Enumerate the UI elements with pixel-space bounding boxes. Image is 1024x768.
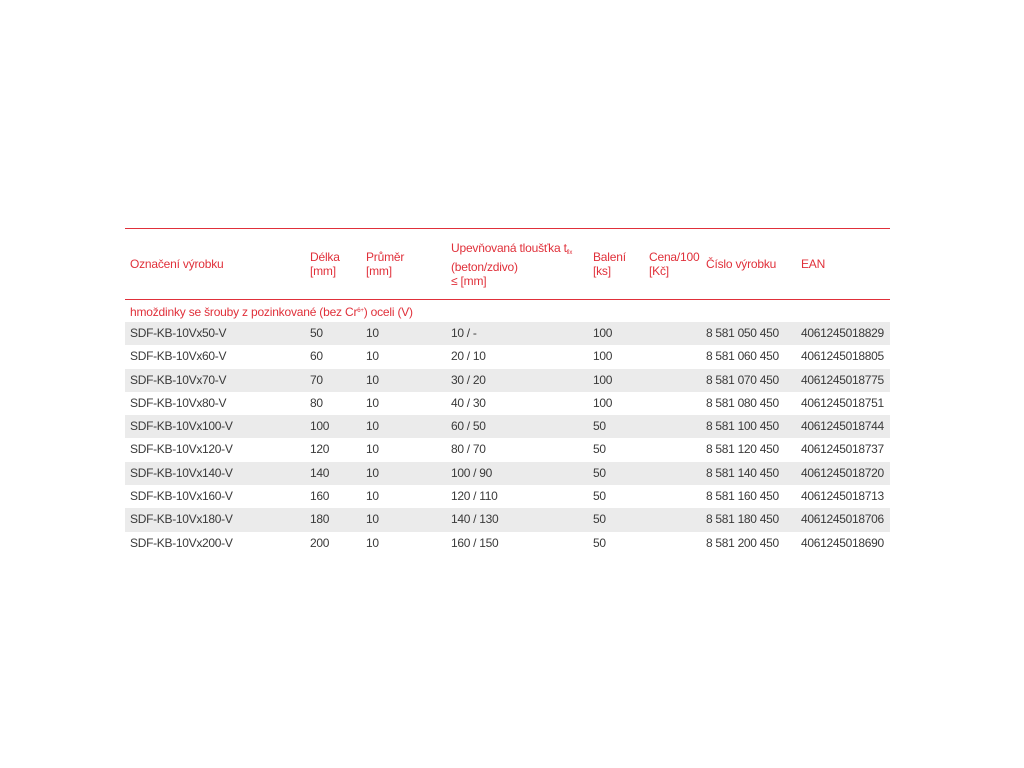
cell-thickness: 160 / 150 xyxy=(451,535,499,550)
cell-item-number: 8 581 070 450 xyxy=(706,372,779,387)
cell-item-number: 8 581 080 450 xyxy=(706,395,779,410)
cell-thickness: 140 / 130 xyxy=(451,512,499,527)
header-ean: EAN xyxy=(801,257,826,271)
header-diameter: Průměr [mm] xyxy=(366,250,405,278)
cell-diameter: 10 xyxy=(366,512,379,527)
cell-designation: SDF-KB-10Vx180-V xyxy=(130,512,233,527)
cell-diameter: 10 xyxy=(366,442,379,457)
cell-ean: 4061245018690 xyxy=(801,535,884,550)
cell-package: 100 xyxy=(593,326,613,340)
table-row xyxy=(125,369,890,392)
cell-package: 50 xyxy=(593,512,606,527)
cell-thickness: 80 / 70 xyxy=(451,442,486,457)
cell-ean: 4061245018706 xyxy=(801,512,884,527)
cell-ean: 4061245018751 xyxy=(801,395,884,410)
table-row xyxy=(125,438,890,461)
table-row xyxy=(125,345,890,368)
cell-diameter: 10 xyxy=(366,372,379,387)
cell-diameter: 10 xyxy=(366,465,379,480)
table-row xyxy=(125,532,890,555)
header-item-number: Číslo výrobku xyxy=(706,257,777,271)
cell-thickness: 120 / 110 xyxy=(451,489,498,504)
header-price: Cena/100 [Kč] xyxy=(649,250,700,278)
cell-diameter: 10 xyxy=(366,489,379,504)
cell-length: 100 xyxy=(310,419,330,434)
header-thickness: Upevňovaná tloušťka $t_{fix}$ (beton/zdivo) ≤ [mm] xyxy=(451,240,573,288)
cell-item-number: 8 581 120 450 xyxy=(706,442,779,457)
table-row xyxy=(125,392,890,415)
table-row xyxy=(125,415,890,438)
cell-designation: SDF-KB-10Vx100-V xyxy=(130,419,233,434)
cell-designation: SDF-KB-10Vx60-V xyxy=(130,349,227,364)
table-header xyxy=(125,229,890,300)
cell-item-number: 8 581 200 450 xyxy=(706,535,779,550)
cell-item-number: 8 581 160 450 xyxy=(706,489,779,504)
table-body xyxy=(125,322,890,555)
cell-designation: SDF-KB-10Vx50-V xyxy=(130,326,227,340)
cell-item-number: 8 581 060 450 xyxy=(706,349,779,364)
product-table xyxy=(125,228,890,563)
cell-package: 50 xyxy=(593,419,606,434)
cell-length: 50 xyxy=(310,326,323,340)
cell-item-number: 8 581 180 450 xyxy=(706,512,779,527)
cell-designation: SDF-KB-10Vx70-V xyxy=(130,372,227,387)
cell-ean: 4061245018713 xyxy=(801,489,884,504)
cell-ean: 4061245018775 xyxy=(801,372,884,387)
cell-designation: SDF-KB-10Vx160-V xyxy=(130,489,233,504)
cell-diameter: 10 xyxy=(366,395,379,410)
cell-thickness: 10 / - xyxy=(451,326,477,340)
cell-item-number: 8 581 100 450 xyxy=(706,419,779,434)
cell-length: 200 xyxy=(310,535,330,550)
cell-package: 100 xyxy=(593,372,613,387)
cell-diameter: 10 xyxy=(366,535,379,550)
cell-length: 180 xyxy=(310,512,330,527)
cell-length: 120 xyxy=(310,442,330,457)
cell-diameter: 10 xyxy=(366,419,379,434)
cell-thickness: 30 / 20 xyxy=(451,372,486,387)
cell-length: 160 xyxy=(310,489,330,504)
cell-designation: SDF-KB-10Vx200-V xyxy=(130,535,233,550)
header-package: Balení [ks] xyxy=(593,250,626,278)
cell-length: 60 xyxy=(310,349,323,364)
cell-package: 50 xyxy=(593,465,606,480)
header-length: Délka [mm] xyxy=(310,250,340,278)
cell-package: 50 xyxy=(593,535,606,550)
cell-thickness: 100 / 90 xyxy=(451,465,492,480)
cell-package: 100 xyxy=(593,395,613,410)
table-row xyxy=(125,508,890,531)
cell-item-number: 8 581 140 450 xyxy=(706,465,779,480)
section-title: hmoždinky se šrouby z pozinkované (bez $Cr^{6+}$) oceli (V) xyxy=(130,305,413,319)
cell-length: 80 xyxy=(310,395,323,410)
cell-designation: SDF-KB-10Vx140-V xyxy=(130,465,233,480)
header-designation: Označení výrobku xyxy=(130,257,224,271)
table-row xyxy=(125,485,890,508)
cell-ean: 4061245018829 xyxy=(801,326,884,340)
cell-ean: 4061245018737 xyxy=(801,442,884,457)
cell-package: 100 xyxy=(593,349,613,364)
cell-diameter: 10 xyxy=(366,326,379,340)
cell-package: 50 xyxy=(593,489,606,504)
cell-package: 50 xyxy=(593,442,606,457)
cell-diameter: 10 xyxy=(366,349,379,364)
cell-thickness: 20 / 10 xyxy=(451,349,486,364)
cell-thickness: 40 / 30 xyxy=(451,395,486,410)
cell-item-number: 8 581 050 450 xyxy=(706,326,779,340)
cell-length: 140 xyxy=(310,465,330,480)
table-row xyxy=(125,322,890,345)
cell-designation: SDF-KB-10Vx80-V xyxy=(130,395,227,410)
cell-length: 70 xyxy=(310,372,323,387)
cell-ean: 4061245018744 xyxy=(801,419,884,434)
cell-designation: SDF-KB-10Vx120-V xyxy=(130,442,233,457)
cell-ean: 4061245018720 xyxy=(801,465,884,480)
cell-ean: 4061245018805 xyxy=(801,349,884,364)
table-row xyxy=(125,462,890,485)
cell-thickness: 60 / 50 xyxy=(451,419,486,434)
